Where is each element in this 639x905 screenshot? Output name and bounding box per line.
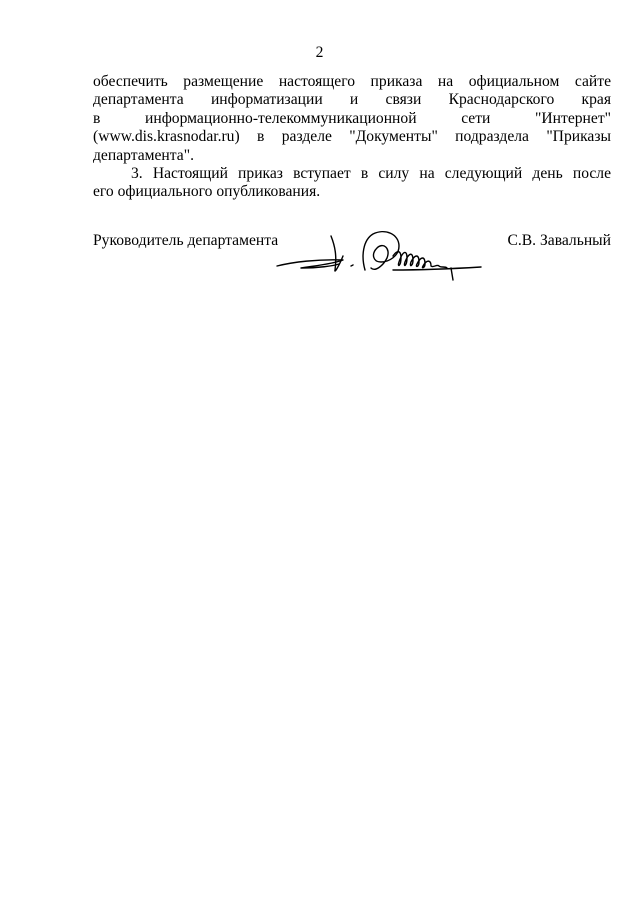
handwritten-signature xyxy=(273,226,483,294)
signature-block xyxy=(93,232,611,302)
text-line: департамента". xyxy=(93,146,194,164)
text-line: его официального опубликования. xyxy=(93,183,321,201)
text-line: (www.dis.krasnodar.ru) в разделе "Документы" подраздела "Приказы xyxy=(93,128,611,146)
text-line: в информационно-телекоммуникационной сети "Интернет" xyxy=(93,109,611,127)
text-line: департамента информатизации и связи Краснодарского края xyxy=(93,91,611,109)
signer-name: С.В. Завальный xyxy=(507,232,611,249)
document-body xyxy=(93,73,611,202)
text-line: обеспечить размещение настоящего приказа на официальном сайте xyxy=(93,73,611,90)
paragraph-continuation xyxy=(93,73,611,165)
text-line: 3. Настоящий приказ вступает в силу на следующий день после xyxy=(131,165,611,183)
paragraph-3 xyxy=(93,165,611,202)
signer-title: Руководитель департамента xyxy=(93,232,279,249)
page-number: 2 xyxy=(315,44,324,61)
